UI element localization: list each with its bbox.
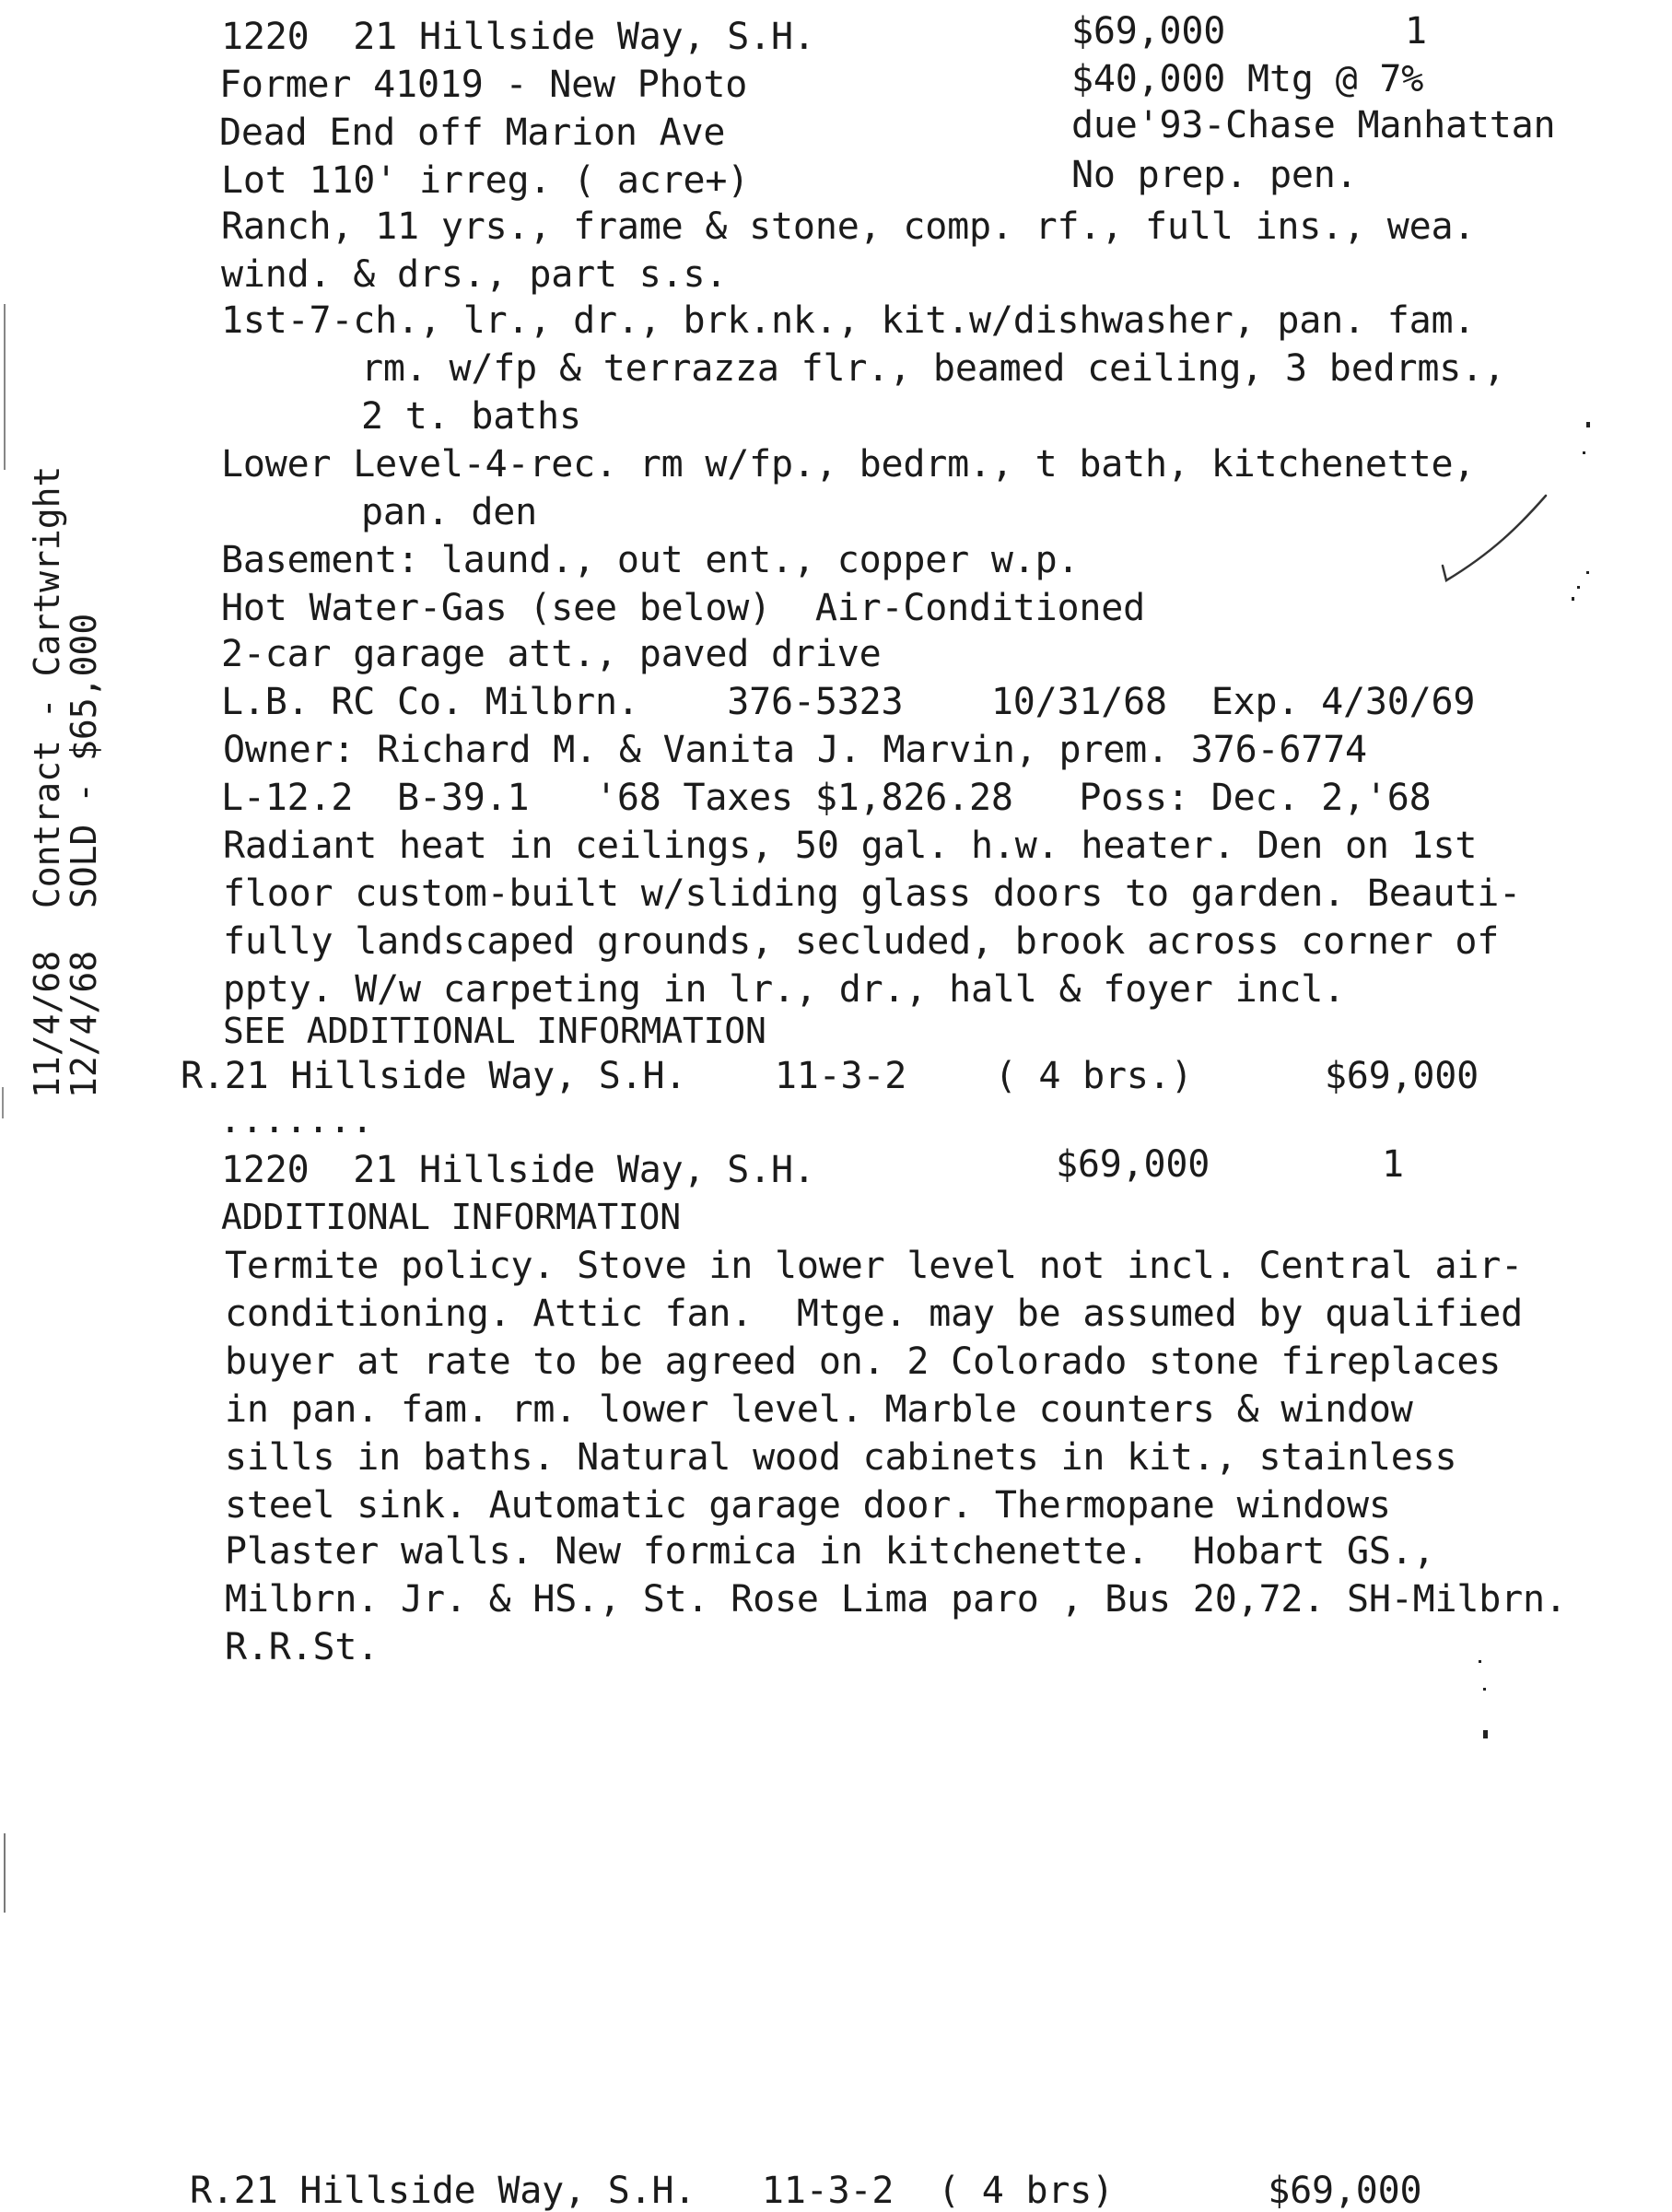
bottom-summary-line: R.21 Hillside Way, S.H. 11-3-2 ( 4 brs) $69,000: [190, 2170, 1422, 2212]
checkmark-icon: [1428, 488, 1557, 590]
remarks-line-2: floor custom-built w/sliding glass doors to garden. Beauti-: [223, 872, 1522, 915]
stray-mark: [1586, 571, 1589, 574]
additional-line-8: Milbrn. Jr. & HS., St. Rose Lima paro , Bus 20,72. SH-Milbrn.: [225, 1578, 1567, 1621]
separator-dots: .......: [219, 1099, 374, 1141]
prepayment-line: No prep. pen.: [1071, 154, 1358, 196]
remarks-line-1: Radiant heat in ceilings, 50 gal. h.w. heater. Den on 1st: [223, 825, 1478, 867]
stray-mark: [1586, 422, 1590, 427]
additional-info-title: ADDITIONAL INFORMATION: [221, 1197, 681, 1237]
tax-line: L-12.2 B-39.1 '68 Taxes $1,826.28 Poss: Dec. 2,'68: [221, 777, 1432, 819]
stray-mark: [1479, 1660, 1481, 1663]
listing-broker-line: L.B. RC Co. Milbrn. 376-5323 10/31/68 Exp. 4/30/69: [221, 681, 1476, 723]
additional-line-9: R.R.St.: [225, 1626, 380, 1668]
additional-header-address: 1220 21 Hillside Way, S.H.: [221, 1149, 815, 1191]
additional-line-4: in pan. fam. rm. lower level. Marble counters & window: [225, 1388, 1413, 1431]
remarks-line-3: fully landscaped grounds, secluded, brook across corner of: [223, 920, 1500, 963]
lot-size-line: Lot 110' irreg. ( acre+): [221, 159, 750, 202]
owner-line: Owner: Richard M. & Vanita J. Marvin, prem. 376-6774: [223, 729, 1367, 771]
additional-line-5: sills in baths. Natural wood cabinets in kit., stainless: [225, 1436, 1457, 1479]
mortgage-line: $40,000 Mtg @ 7%: [1071, 58, 1424, 100]
listing-price: $69,000: [1071, 10, 1226, 53]
first-floor-rooms: 1st-7-ch., lr., dr., brk.nk., kit.w/dishwasher, pan. fam.: [221, 299, 1476, 342]
stray-mark: [1572, 597, 1574, 601]
stray-mark: [1577, 586, 1580, 589]
basement-line: Basement: laund., out ent., copper w.p.: [221, 539, 1080, 581]
garage-line: 2-car garage att., paved drive: [221, 633, 882, 675]
scan-edge-mark: [4, 1833, 6, 1913]
first-floor-baths: 2 t. baths: [361, 395, 581, 438]
sold-annotation: 12/4/68 SOLD - $65,000: [64, 613, 104, 1098]
scan-edge-mark: [4, 304, 6, 470]
see-additional-info: SEE ADDITIONAL INFORMATION: [223, 1011, 766, 1051]
location-line: Dead End off Marion Ave: [219, 111, 726, 154]
listing-number-address: 1220 21 Hillside Way, S.H.: [221, 16, 815, 58]
additional-line-2: conditioning. Attic fan. Mtge. may be assumed by qualified: [225, 1293, 1524, 1335]
additional-line-7: Plaster walls. New formica in kitchenette. Hobart GS.,: [225, 1530, 1435, 1573]
stray-mark: [1583, 451, 1585, 454]
stray-mark: [1483, 1730, 1488, 1738]
contract-annotation: 11/4/68 Contract - Cartwright: [27, 465, 67, 1098]
lower-level-rooms: Lower Level-4-rec. rm w/fp., bedrm., t bath, kitchenette,: [221, 443, 1476, 486]
additional-page-number: 1: [1382, 1143, 1404, 1186]
stray-mark: [1483, 1688, 1486, 1691]
summary-line: R.21 Hillside Way, S.H. 11-3-2 ( 4 brs.) $69,000: [181, 1055, 1479, 1097]
construction-line-cont: wind. & drs., part s.s.: [221, 253, 728, 296]
additional-line-3: buyer at rate to be agreed on. 2 Colorado stone fireplaces: [225, 1340, 1502, 1383]
lower-level-rooms-cont: pan. den: [361, 491, 538, 533]
additional-header-price: $69,000: [1056, 1143, 1210, 1186]
former-listing-line: Former 41019 - New Photo: [219, 64, 748, 106]
remarks-line-4: ppty. W/w carpeting in lr., dr., hall & foyer incl.: [223, 968, 1345, 1011]
additional-line-1: Termite policy. Stove in lower level not incl. Central air-: [225, 1245, 1524, 1287]
scan-edge-mark: [2, 1087, 4, 1118]
first-floor-rooms-cont: rm. w/fp & terrazza flr., beamed ceiling, 3 bedrms.,: [361, 347, 1505, 390]
page-number: 1: [1405, 10, 1427, 53]
construction-line: Ranch, 11 yrs., frame & stone, comp. rf., full ins., wea.: [221, 205, 1476, 248]
additional-line-6: steel sink. Automatic garage door. Thermopane windows: [225, 1484, 1391, 1527]
mortgage-due-line: due'93-Chase Manhattan: [1071, 104, 1556, 146]
heating-line: Hot Water-Gas (see below) Air-Conditioned: [221, 587, 1146, 629]
